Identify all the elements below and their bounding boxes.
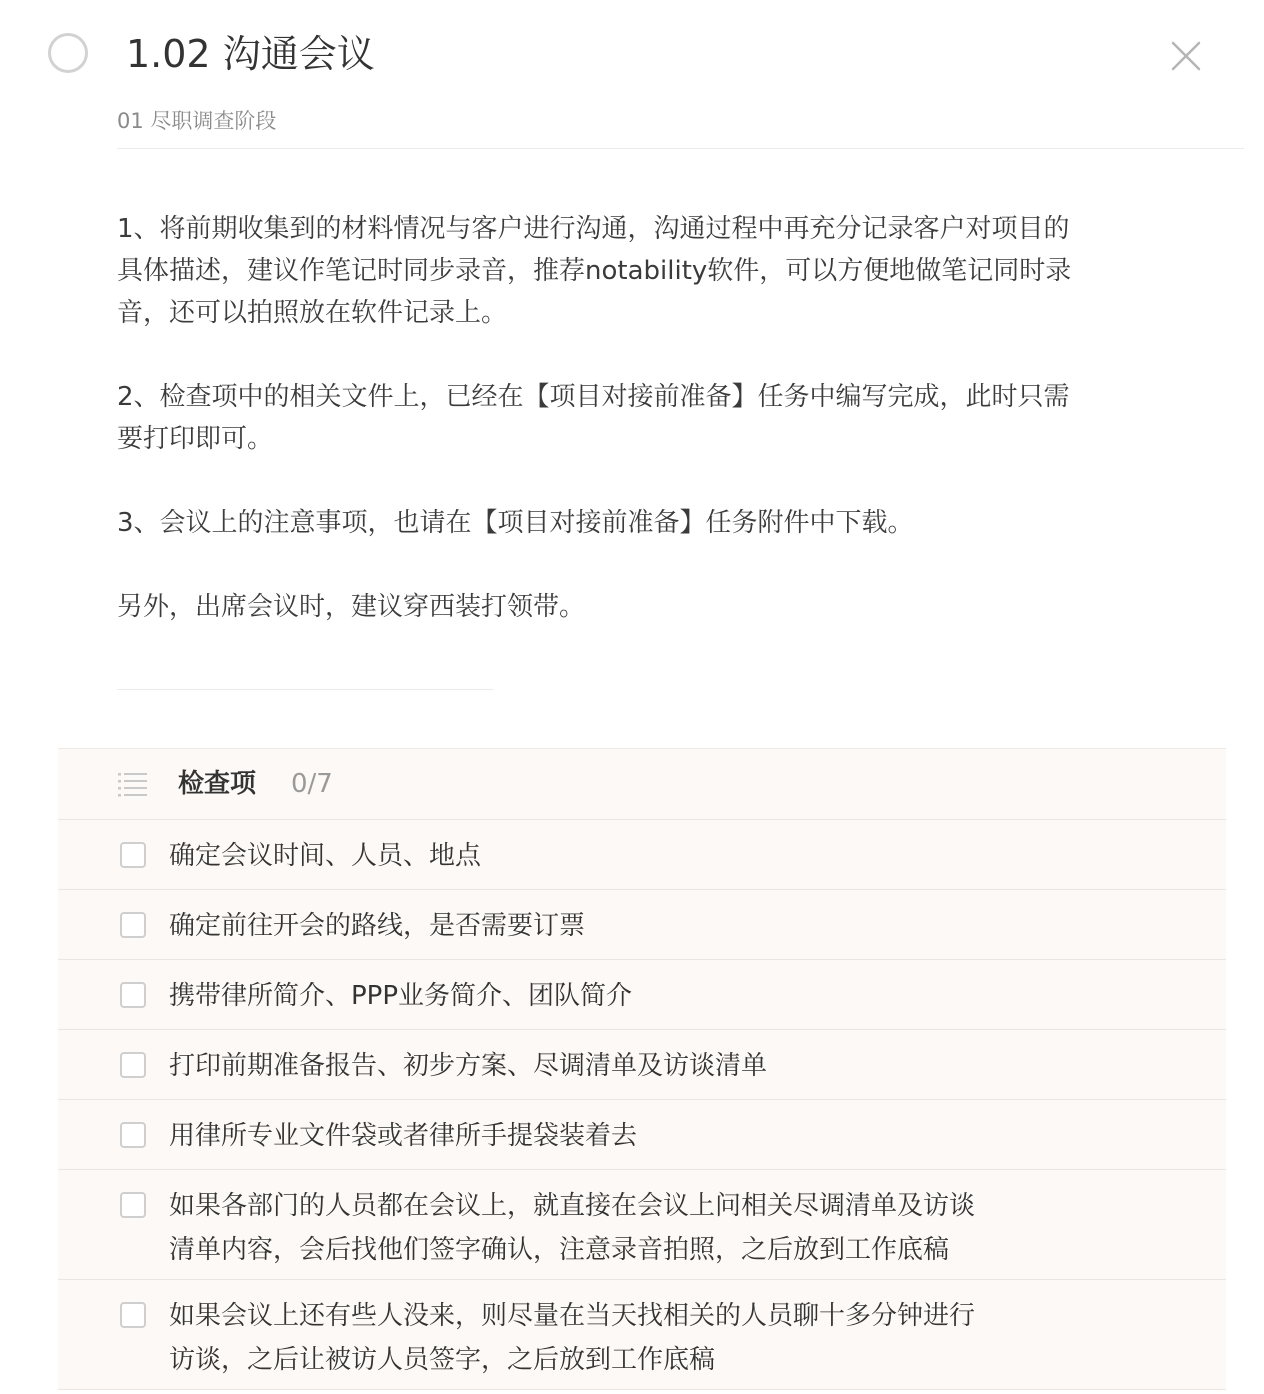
checkbox-icon[interactable] bbox=[120, 1192, 146, 1218]
description-paragraph: 另外，出席会议时，建议穿西装打领带。 bbox=[117, 592, 586, 622]
complete-circle-icon[interactable] bbox=[48, 33, 88, 73]
checkbox-icon[interactable] bbox=[120, 842, 146, 868]
checklist-item-text: 确定会议时间、人员、地点 bbox=[169, 841, 482, 871]
checklist-header bbox=[58, 749, 1226, 820]
checklist-item-text: 携带律所简介、PPP业务简介、团队简介 bbox=[169, 981, 633, 1011]
checklist-item[interactable] bbox=[58, 820, 1226, 890]
close-icon[interactable] bbox=[1168, 38, 1204, 74]
checklist-item[interactable] bbox=[58, 1280, 1226, 1390]
checklist-item[interactable] bbox=[58, 1170, 1226, 1280]
description-paragraph: 1、将前期收集到的材料情况与客户进行沟通，沟通过程中再充分记录客户对项目的 具体描述，建议作笔记时同步录音，推荐notability软件，可以方便地做笔记同时录 音，还可以拍照放在软件记录上。 bbox=[117, 214, 1072, 328]
checklist-item-text: 打印前期准备报告、初步方案、尽调清单及访谈清单 bbox=[169, 1051, 768, 1081]
description-paragraph: 2、检查项中的相关文件上，已经在【项目对接前准备】任务中编写完成，此时只需 要打印即可。 bbox=[117, 382, 1070, 454]
checklist-count: 0/7 bbox=[291, 769, 333, 799]
checklist-item[interactable] bbox=[58, 960, 1226, 1030]
checklist-title: 检查项 bbox=[178, 769, 257, 799]
checkbox-icon[interactable] bbox=[120, 1052, 146, 1078]
description-divider bbox=[117, 689, 494, 690]
checkbox-icon[interactable] bbox=[120, 982, 146, 1008]
description-paragraph: 3、会议上的注意事项，也请在【项目对接前准备】任务附件中下载。 bbox=[117, 508, 914, 538]
checklist bbox=[58, 748, 1226, 1390]
task-header bbox=[0, 0, 1264, 150]
checklist-item-text: 用律所专业文件袋或者律所手提袋装着去 bbox=[169, 1121, 638, 1151]
checkbox-icon[interactable] bbox=[120, 1122, 146, 1148]
checklist-item-text: 如果各部门的人员都在会议上，就直接在会议上问相关尽调清单及访谈 清单内容，会后找他们签字确认，注意录音拍照，之后放到工作底稿 bbox=[169, 1191, 976, 1265]
checkbox-icon[interactable] bbox=[120, 912, 146, 938]
task-title: 1.02 沟通会议 bbox=[126, 32, 375, 76]
task-description bbox=[117, 208, 1147, 670]
checklist-item[interactable] bbox=[58, 1100, 1226, 1170]
checkbox-icon[interactable] bbox=[120, 1302, 146, 1328]
list-icon bbox=[118, 771, 148, 801]
checklist-item-text: 确定前往开会的路线，是否需要订票 bbox=[169, 911, 586, 941]
checklist-item[interactable] bbox=[58, 890, 1226, 960]
checklist-item-text: 如果会议上还有些人没来，则尽量在当天找相关的人员聊十多分钟进行 访谈，之后让被访人员签字，之后放到工作底稿 bbox=[169, 1301, 976, 1375]
stage-label[interactable]: 01 尽职调查阶段 bbox=[117, 109, 277, 133]
checklist-item[interactable] bbox=[58, 1030, 1226, 1100]
header-divider bbox=[117, 148, 1244, 149]
